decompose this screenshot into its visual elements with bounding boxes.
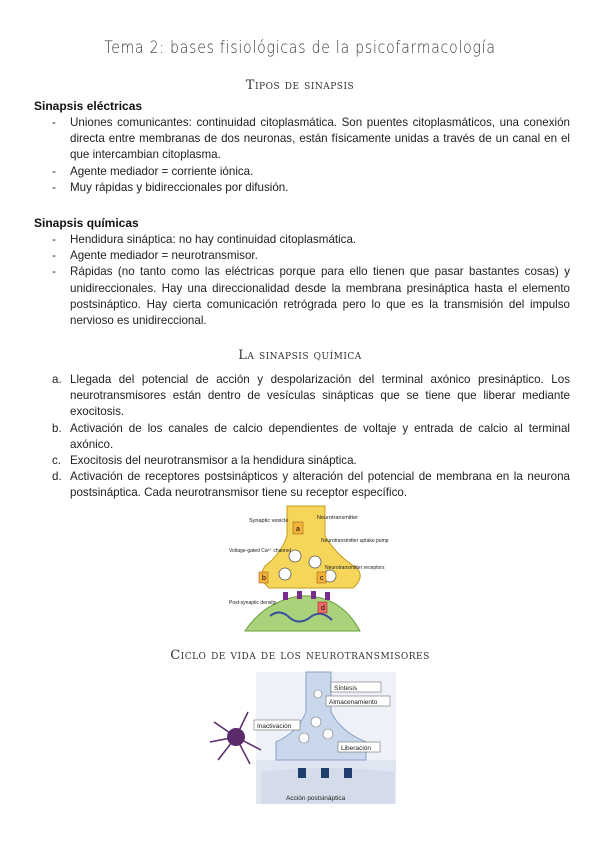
label-accion-postsinaptica: Acción postsináptica (286, 795, 346, 802)
section-ciclo-de-vida: Ciclo de vida de los neurotransmisores (170, 648, 430, 663)
page-title: Tema 2: bases fisiológicas de la psicofarmacología (104, 38, 496, 58)
list-quimicas (34, 232, 570, 329)
label-post-synaptic-density: Post-synaptic density (229, 600, 277, 606)
label-inactivacion: Inactivación (257, 723, 292, 730)
label-neurotransmitter: Neurotransmitter (317, 515, 358, 521)
list-item: - Agente mediador = corriente iónica. (52, 164, 254, 178)
label-sintesis: Síntesis (334, 685, 358, 692)
list-item: d. Activación de receptores postsinápticos y alteración del potencial de membrana en la neurona postsináptica. Cada neurotransmisor tiene su receptor específico. (52, 470, 570, 500)
section-sinapsis-quimica: La sinapsis química (238, 348, 362, 363)
list-item: - Rápidas (no tanto como las eléctricas porque para ello tienen que pasar bastantes cosas) y unidireccionales. Hay una direccionalidad desde la membrana presináptica hasta el elemento postsináptico. Hay cierta comunicación retrógrada pero lo que es la transmisión del impulso nervioso es unidireccional. (52, 265, 570, 328)
label-receptors: Neurotransmitter receptors (325, 565, 385, 571)
list-item: - Agente mediador = neurotransmisor. (52, 249, 258, 263)
fig1-letter-d: d (321, 605, 325, 612)
label-synaptic-vesicle: Synaptic vesicle (249, 518, 289, 524)
label-voltage-channel: Voltage-gated Ca²⁺ channel (229, 548, 291, 554)
neurotransmitter-cycle-figure (206, 672, 396, 804)
list-item: b. Activación de los canales de calcio dependientes de voltaje y entrada de calcio al terminal axónico. (52, 421, 570, 451)
heading-sinapsis-electricas: Sinapsis eléctricas (34, 99, 143, 113)
label-reuptake-pump: Neurotransmitter uptake pump (321, 538, 389, 544)
label-almacenamiento: Almacenamiento (329, 699, 378, 706)
list-steps (34, 372, 570, 502)
label-liberacion: Liberación (341, 745, 371, 752)
list-item: c. Exocitosis del neurotransmisor a la hendidura sináptica. (52, 454, 357, 468)
list-item: a. Llegada del potencial de acción y despolarización del terminal axónico presináptico. Los neurotransmisores están dentro de vesículas sinápticas que se tiene que liberar mediante exocitosis. (52, 373, 570, 419)
list-item: - Muy rápidas y bidireccionales por difusión. (52, 180, 289, 194)
list-electricas (34, 115, 570, 196)
section-tipos-sinapsis: Tipos de sinapsis (245, 78, 355, 93)
heading-sinapsis-quimicas: Sinapsis químicas (34, 216, 139, 230)
list-item: - Uniones comunicantes: continuidad citoplasmática. Son puentes citoplasmáticos, una conexión directa entre membranas de dos neuronas, están físicamente unidas a través de un canal en el que intercambian citoplasma. (52, 116, 570, 162)
chemical-synapse-figure (225, 506, 389, 631)
fig1-letter-c: c (320, 575, 324, 582)
fig1-letter-b: b (262, 575, 266, 582)
list-item: - Hendidura sináptica: no hay continuidad citoplasmática. (52, 233, 357, 246)
fig1-letter-a: a (296, 526, 300, 533)
